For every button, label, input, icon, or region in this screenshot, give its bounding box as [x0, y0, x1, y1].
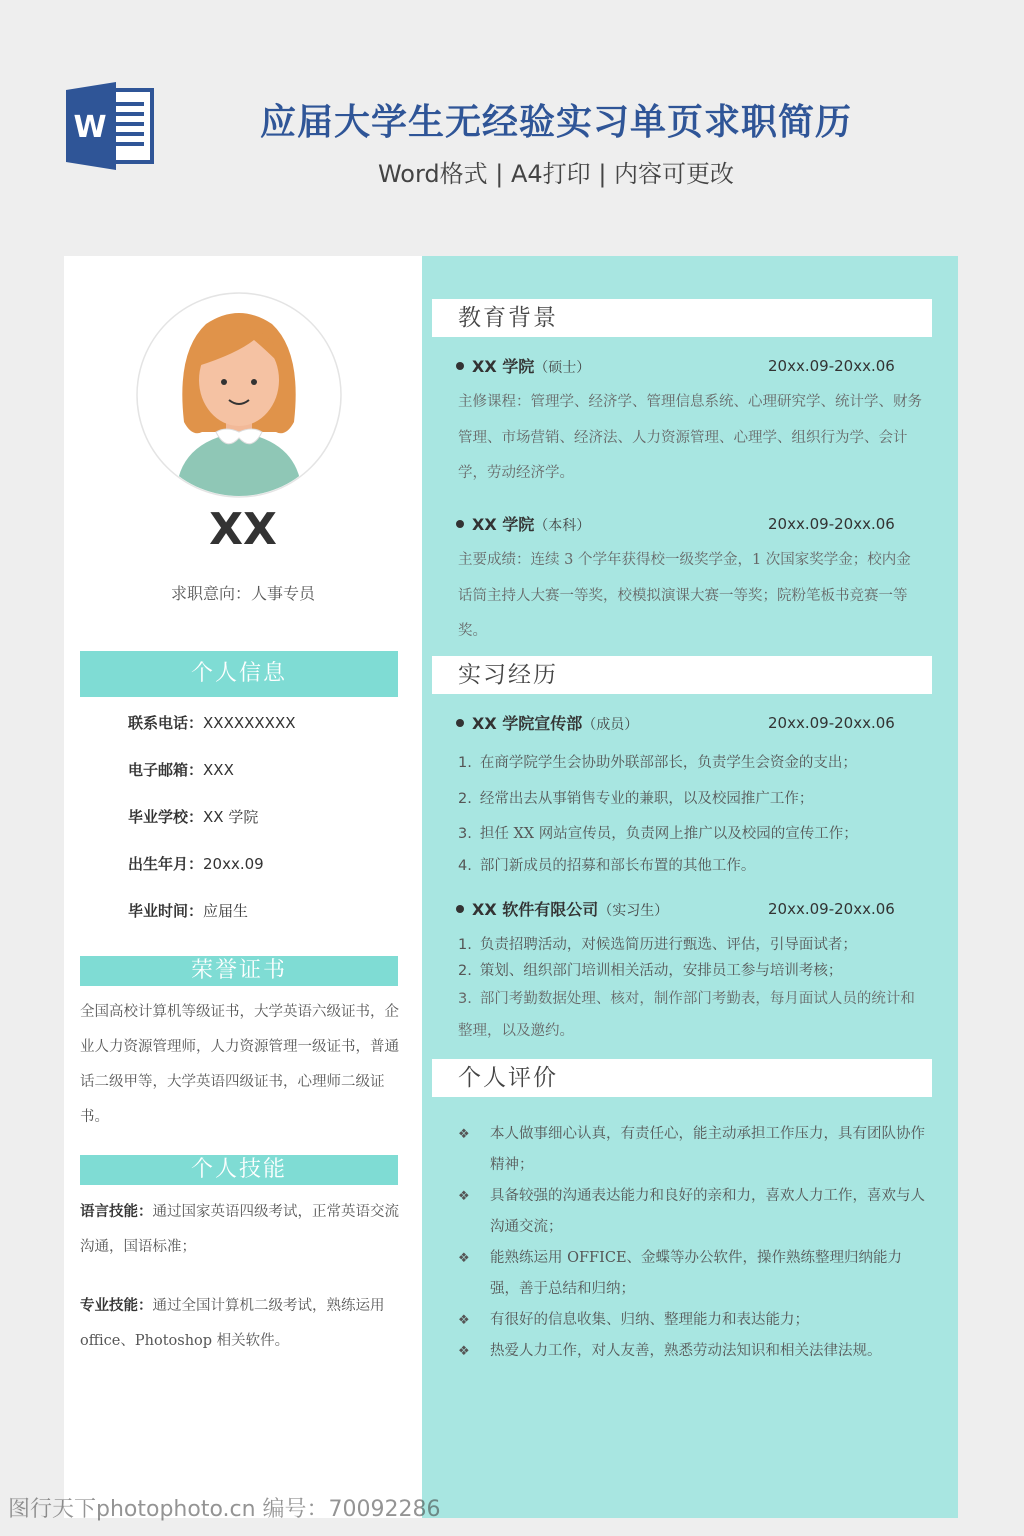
education-entry-date: 20xx.09-20xx.06 [768, 357, 895, 375]
avatar [136, 292, 342, 498]
info-row-graduation: 毕业时间：应届生 [128, 902, 249, 920]
bullet-dot-icon [456, 719, 464, 727]
internship-item: 3. 担任 XX 网站宣传员，负责网上推广以及校园的宣传工作； [458, 826, 858, 842]
info-row-school: 毕业学校：XX 学院 [128, 808, 259, 826]
diamond-bullet-icon: ❖ [458, 1313, 470, 1328]
education-header: 教育背景 [432, 299, 932, 337]
bullet-dot-icon [456, 520, 464, 528]
page-title: 应届大学生无经验实习单页求职简历 [259, 102, 852, 143]
internship-entry-title: XX 软件有限公司（实习生） [456, 897, 668, 920]
diamond-bullet-icon: ❖ [458, 1127, 470, 1142]
watermark: 图行天下photophoto.cn 编号：70092286 [8, 1497, 441, 1522]
evaluation-header: 个人评价 [432, 1059, 932, 1097]
word-logo-letter: W [73, 110, 107, 145]
internship-item: 3. 部门考勤数据处理、核对，制作部门考勤表，每月面试人员的统计和整理，以及邀约。 [458, 991, 915, 1039]
right-column [422, 256, 958, 1518]
diamond-bullet-icon: ❖ [458, 1344, 470, 1359]
internship-item: 2. 经常出去从事销售专业的兼职，以及校园推广工作； [458, 791, 814, 807]
bullet-dot-icon [456, 905, 464, 913]
candidate-name: XX [209, 504, 277, 555]
evaluation-item: ❖ 热爱人力工作，对人友善，熟悉劳动法知识和相关法律法规。 [458, 1336, 928, 1367]
evaluation-item: ❖ 有很好的信息收集、归纳、整理能力和表达能力； [458, 1305, 928, 1336]
word-logo-icon [64, 82, 156, 170]
honors-header: 荣誉证书 [80, 956, 398, 986]
internship-item: 2. 策划、组织部门培训相关活动，安排员工参与培训考核； [458, 963, 843, 979]
personal-info-header: 个人信息 [80, 651, 398, 697]
info-row-phone: 联系电话：XXXXXXXXX [128, 714, 296, 732]
info-row-email: 电子邮箱：XXX [128, 761, 234, 779]
internship-item: 1. 负责招聘活动，对候选简历进行甄选、评估，引导面试者； [458, 937, 857, 953]
skill-professional: 专业技能：通过全国计算机二级考试，熟练运用 office、Photoshop 相关软件。 [80, 1297, 385, 1349]
left-column [64, 256, 422, 1518]
internship-item: 4. 部门新成员的招募和部长布置的其他工作。 [458, 858, 756, 874]
internship-header: 实习经历 [432, 656, 932, 694]
education-entry-date: 20xx.09-20xx.06 [768, 515, 895, 533]
skill-language: 语言技能：通过国家英语四级考试，正常英语交流沟通，国语标准； [80, 1203, 399, 1255]
info-row-birth: 出生年月：20xx.09 [128, 855, 264, 873]
bullet-dot-icon [456, 362, 464, 370]
job-intent: 求职意向：人事专员 [170, 584, 315, 603]
education-entry-title: XX 学院（硕士） [456, 354, 590, 377]
honors-text: 全国高校计算机等级证书，大学英语六级证书，企业人力资源管理师，人力资源管理一级证书，普通话二级甲等，大学英语四级证书，心理师二级证书。 [80, 1004, 399, 1125]
evaluation-item: ❖ 本人做事细心认真，有责任心，能主动承担工作压力，具有团队协作精神； [458, 1119, 928, 1181]
internship-entry-date: 20xx.09-20xx.06 [768, 900, 895, 918]
internship-entry-title: XX 学院宣传部（成员） [456, 711, 638, 734]
internship-item: 1. 在商学院学生会协助外联部部长，负责学生会资金的支出； [458, 755, 857, 771]
evaluation-item: ❖ 能熟练运用 OFFICE、金蝶等办公软件，操作熟练整理归纳能力强，善于总结和归纳； [458, 1243, 928, 1305]
internship-entry-date: 20xx.09-20xx.06 [768, 714, 895, 732]
education-entry-text: 主要成绩：连续 3 个学年获得校一级奖学金，1 次国家奖学金；校内金话筒主持人大赛一等奖，校模拟演课大赛一等奖；院粉笔板书竞赛一等奖。 [458, 552, 911, 639]
skills-header: 个人技能 [80, 1155, 398, 1185]
education-entry-title: XX 学院（本科） [456, 512, 590, 535]
page-subtitle: Word格式 | A4打印 | 内容可更改 [377, 160, 735, 188]
evaluation-item: ❖ 具备较强的沟通表达能力和良好的亲和力，喜欢人力工作，喜欢与人沟通交流； [458, 1181, 928, 1243]
education-entry-text: 主修课程：管理学、经济学、管理信息系统、心理研究学、统计学、财务管理、市场营销、经济法、人力资源管理、心理学、组织行为学、会计学，劳动经济学。 [458, 394, 922, 481]
diamond-bullet-icon: ❖ [458, 1251, 470, 1266]
diamond-bullet-icon: ❖ [458, 1189, 470, 1204]
